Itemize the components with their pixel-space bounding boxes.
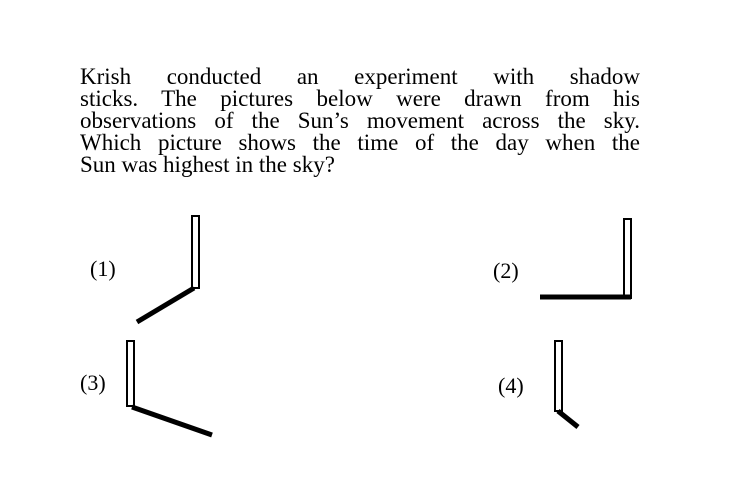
- question-line: observations of the Sun’s movement across the sky.: [80, 108, 640, 133]
- question-text: [80, 66, 640, 176]
- question-line: sticks. The pictures below were drawn from his: [80, 86, 640, 111]
- shadow-stick-option-4: [548, 335, 598, 435]
- shadow-stick-option-1: [130, 210, 210, 330]
- option-3-label: (3): [80, 370, 106, 395]
- stick: [624, 219, 631, 298]
- option-2-label: (2): [493, 258, 519, 283]
- shadow: [132, 407, 212, 435]
- shadow-stick-option-3: [122, 335, 222, 445]
- stick: [192, 216, 199, 288]
- option-4-label: (4): [498, 373, 524, 398]
- shadow: [137, 288, 194, 322]
- question-line: Which picture shows the time of the day when the: [80, 130, 640, 155]
- shadow-stick-option-2: [535, 215, 645, 305]
- option-1-label: (1): [90, 256, 116, 281]
- question-line: Krish conducted an experiment with shadow: [80, 64, 640, 89]
- question-line: Sun was highest in the sky?: [80, 152, 335, 177]
- shadow: [558, 411, 578, 427]
- stick: [127, 341, 134, 406]
- stick: [555, 341, 562, 411]
